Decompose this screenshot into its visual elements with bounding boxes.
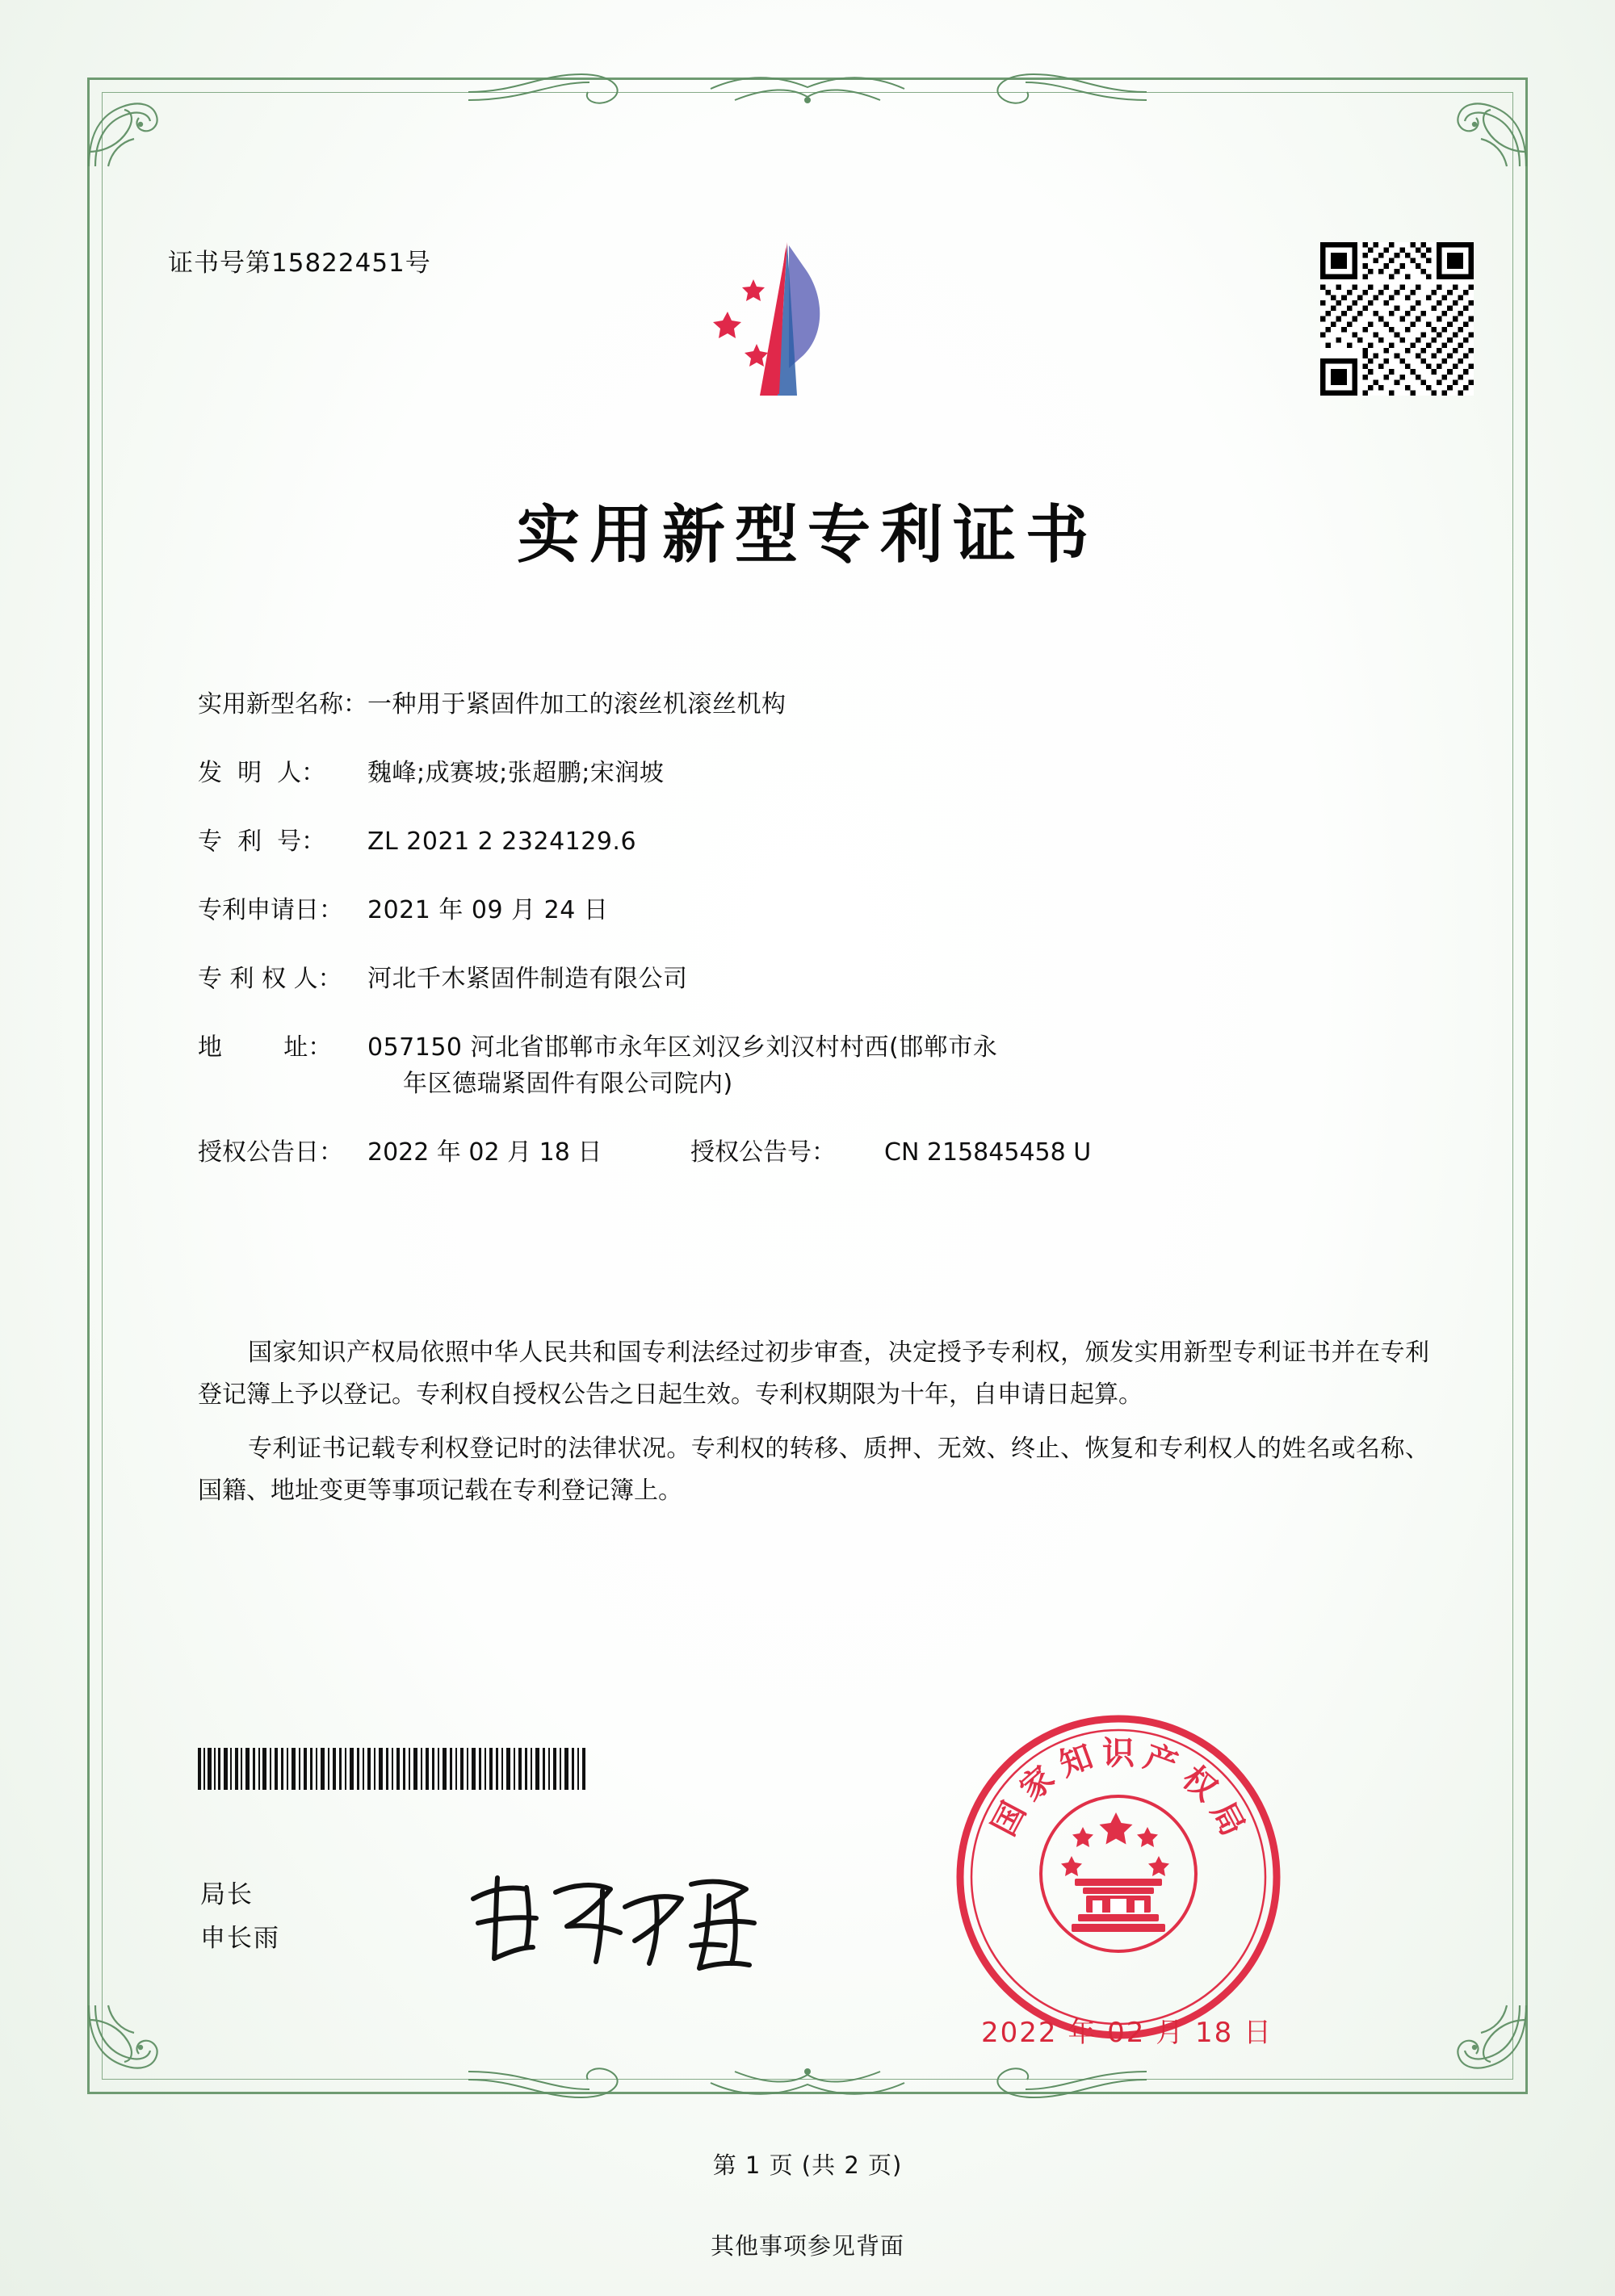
fields-block <box>198 686 1425 1198</box>
national-ip-administration-seal <box>949 1707 1288 2047</box>
field-inventors <box>198 755 1425 791</box>
address-line-1: 057150 河北省邯郸市永年区刘汉乡刘汉村村西(邯郸市永 <box>367 1033 998 1062</box>
page-indicator: 第 1 页 (共 2 页) <box>712 2151 903 2179</box>
grant-number-label: 授权公告号： <box>690 1138 836 1167</box>
bottom-ornament-icon <box>468 2047 1147 2104</box>
paragraph-1: 国家知识产权局依照中华人民共和国专利法经过初步审查，决定授予专利权，颁发实用新型专利证书并在专利登记簿上予以登记。专利权自授权公告之日起生效。专利权期限为十年，自申请日起算。 <box>198 1339 1429 1409</box>
director-role-label: 局长 <box>200 1880 254 1909</box>
grant-date-value: 2022 年 02 月 18 日 <box>367 1138 602 1167</box>
svg-text:家: 家 <box>1013 1759 1062 1809</box>
corner-ornament-icon <box>84 2001 205 2097</box>
field-value: ZL 2021 2 2324129.6 <box>367 827 637 856</box>
field-value: 河北千木紧固件制造有限公司 <box>367 965 688 993</box>
signature-block <box>200 1873 280 1961</box>
field-label: 发 明 人： <box>198 759 326 787</box>
svg-text:局: 局 <box>1203 1795 1252 1842</box>
field-patentee <box>198 961 1425 997</box>
grant-number-value: CN 215845458 U <box>884 1138 1092 1167</box>
legal-text-block <box>198 1332 1429 1524</box>
svg-text:产: 产 <box>1139 1737 1182 1784</box>
field-patent-number <box>198 823 1425 860</box>
corner-ornament-icon <box>1410 2001 1531 2097</box>
corner-ornament-icon <box>84 74 205 171</box>
seal-date: 2022 年 02 月 18 日 <box>981 2017 1273 2049</box>
paragraph-2: 专利证书记载专利权登记时的法律状况。专利权的转移、质押、无效、终止、恢复和专利权人的姓名或名称、国籍、地址变更等事项记载在专利登记簿上。 <box>198 1435 1429 1505</box>
corner-ornament-icon <box>1410 74 1531 171</box>
svg-text:识: 识 <box>1102 1735 1135 1772</box>
handwritten-signature-icon <box>452 1849 791 1986</box>
field-value: 魏峰;成赛坡;张超鹏;宋润坡 <box>367 759 665 787</box>
back-side-note: 其他事项参见背面 <box>710 2232 904 2260</box>
knowledge-property-logo-icon <box>682 234 892 420</box>
field-application-date <box>198 892 1425 928</box>
field-label: 专 利 号： <box>198 827 326 856</box>
field-value: 2021 年 09 月 24 日 <box>367 896 609 924</box>
qr-code <box>1320 242 1474 396</box>
field-value <box>367 1029 1425 1102</box>
field-label: 专利申请日： <box>198 896 343 924</box>
svg-text:国: 国 <box>985 1795 1034 1842</box>
page-title: 实用新型专利证书 <box>516 499 1098 572</box>
field-utility-model-name <box>198 686 1425 723</box>
certificate-number: 证书号第15822451号 <box>168 249 431 278</box>
field-grant-row <box>198 1134 1425 1171</box>
director-name: 申长雨 <box>200 1924 280 1954</box>
field-label: 专 利 权 人： <box>198 965 342 993</box>
svg-text:权: 权 <box>1175 1759 1224 1809</box>
field-value: 一种用于紧固件加工的滚丝机滚丝机构 <box>367 690 787 719</box>
field-label: 实用新型名称： <box>198 690 367 719</box>
field-label: 地 址： <box>198 1033 333 1062</box>
top-ornament-icon <box>468 68 1147 124</box>
grant-date-label: 授权公告日： <box>198 1138 343 1167</box>
field-address <box>198 1029 1425 1102</box>
svg-text:知: 知 <box>1055 1737 1098 1784</box>
barcode <box>198 1748 602 1790</box>
address-line-2: 年区德瑞紧固件有限公司院内) <box>403 1070 733 1098</box>
